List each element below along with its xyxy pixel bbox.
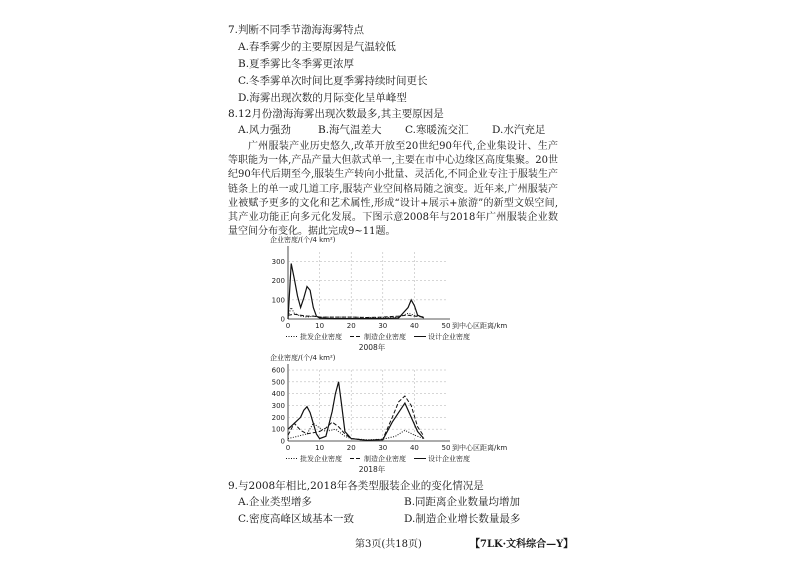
- chart-0-title: 2008年: [358, 343, 386, 352]
- question-7-option-d: D.海雾出现次数的月际变化呈单峰型: [238, 92, 407, 104]
- chart-0-xtick-2: 20: [346, 322, 356, 330]
- chart-1-xtick-1: 10: [315, 444, 325, 452]
- chart-1-xtick-3: 30: [378, 444, 388, 452]
- chart-1-xlabel: 到中心区距离/km: [452, 444, 508, 452]
- chart-1-xtick-0: 0: [285, 444, 291, 452]
- question-7-option-a: A.春季雾少的主要原因是气温较低: [238, 41, 396, 53]
- question-8-stem: 8.12月份渤海海雾出现次数最多,其主要原因是: [228, 108, 444, 120]
- question-8-option-c: C.寒暖流交汇: [405, 124, 469, 136]
- chart-1-xtick-4: 40: [409, 444, 419, 452]
- chart-1-xtick-5: 50: [441, 444, 451, 452]
- chart-1-ytick-4: 400: [271, 390, 285, 399]
- question-9-stem: 9.与2008年相比,2018年各类型服装企业的变化情况是: [228, 480, 484, 492]
- reading-passage: 广州服装产业历史悠久,改革开放至20世纪90年代,企业集设计、生产等职能为一体,产品产量大但款式单一,主要在市中心边缘区高度集聚。20世纪90年代后期至今,服装生产转向小批量、灵活化,不同企业专注于服装生产链条上的单一或几道工序,服装产业空间格局随之演变。近年来,广州服装产业被赋予更多的文化和艺术属性,形成“设计+展示+旅游”的新型文娱空间,其产业功能正向多元化发展。下图示意2008年与2018年广州服装企业数量空间分布变化。据此完成9~11题。: [228, 141, 558, 238]
- chart-1-ytick-0: 0: [280, 437, 285, 446]
- question-9-option-d: D.制造企业增长数量最多: [404, 513, 521, 525]
- chart-0-ylabel: 企业密度/(个/4 km²): [270, 236, 336, 244]
- chart-0-legend-0: 批发企业密度: [300, 333, 342, 341]
- chart-0-ytick-1: 100: [271, 296, 285, 305]
- chart-1-ytick-1: 100: [271, 425, 285, 434]
- chart-0-xtick-0: 0: [285, 322, 291, 330]
- question-8-option-a: A.风力强劲: [238, 124, 291, 136]
- question-9-option-c: C.密度高峰区域基本一致: [238, 513, 354, 525]
- chart-0-ytick-3: 300: [271, 258, 285, 267]
- chart-1-xtick-2: 20: [346, 444, 356, 452]
- question-9-option-b: B.同距离企业数量均增加: [404, 496, 521, 508]
- chart-1-series-1: [288, 396, 424, 440]
- chart-1-legend-1: 制造企业密度: [364, 455, 406, 463]
- chart-0-xtick-3: 30: [378, 322, 388, 330]
- chart-1-series-0: [288, 423, 424, 440]
- chart-1-ytick-6: 600: [271, 366, 285, 375]
- question-7-option-b: B.夏季雾比冬季雾更浓厚: [238, 58, 355, 70]
- chart-1-series-2: [288, 382, 424, 441]
- question-7-option-c: C.冬季雾单次时间比夏季雾持续时间更长: [238, 75, 428, 87]
- question-8-option-d: D.水汽充足: [492, 124, 546, 136]
- chart-1-title: 2018年: [358, 465, 386, 474]
- question-8-option-b: B.海气温差大: [318, 124, 382, 136]
- chart-0-ytick-0: 0: [280, 315, 285, 324]
- chart-2008: [262, 232, 508, 354]
- chart-2018: [262, 353, 508, 478]
- chart-1-ytick-5: 500: [271, 378, 285, 387]
- chart-0-ytick-2: 200: [271, 277, 285, 286]
- question-9-option-a: A.企业类型增多: [238, 496, 312, 508]
- question-7-stem: 7.判断不同季节渤海海雾特点: [228, 24, 365, 36]
- chart-0-xtick-5: 50: [441, 322, 451, 330]
- chart-0-legend-1: 制造企业密度: [364, 333, 406, 341]
- chart-0-xtick-4: 40: [409, 322, 419, 330]
- chart-1-legend-2: 设计企业密度: [428, 455, 470, 463]
- chart-0-xlabel: 到中心区距离/km: [452, 322, 508, 330]
- chart-1-ytick-3: 300: [271, 402, 285, 410]
- chart-1-ytick-2: 200: [271, 413, 285, 422]
- chart-1-ylabel: 企业密度/(个/4 km²): [270, 354, 336, 362]
- page-number: 第3页(共18页): [355, 539, 422, 550]
- exam-code: 【7LK·文科综合—Y】: [470, 539, 574, 550]
- chart-1-legend-0: 批发企业密度: [300, 455, 342, 463]
- chart-0-series-2: [288, 264, 424, 320]
- chart-0-xtick-1: 10: [315, 322, 325, 330]
- chart-0-legend-2: 设计企业密度: [428, 333, 470, 341]
